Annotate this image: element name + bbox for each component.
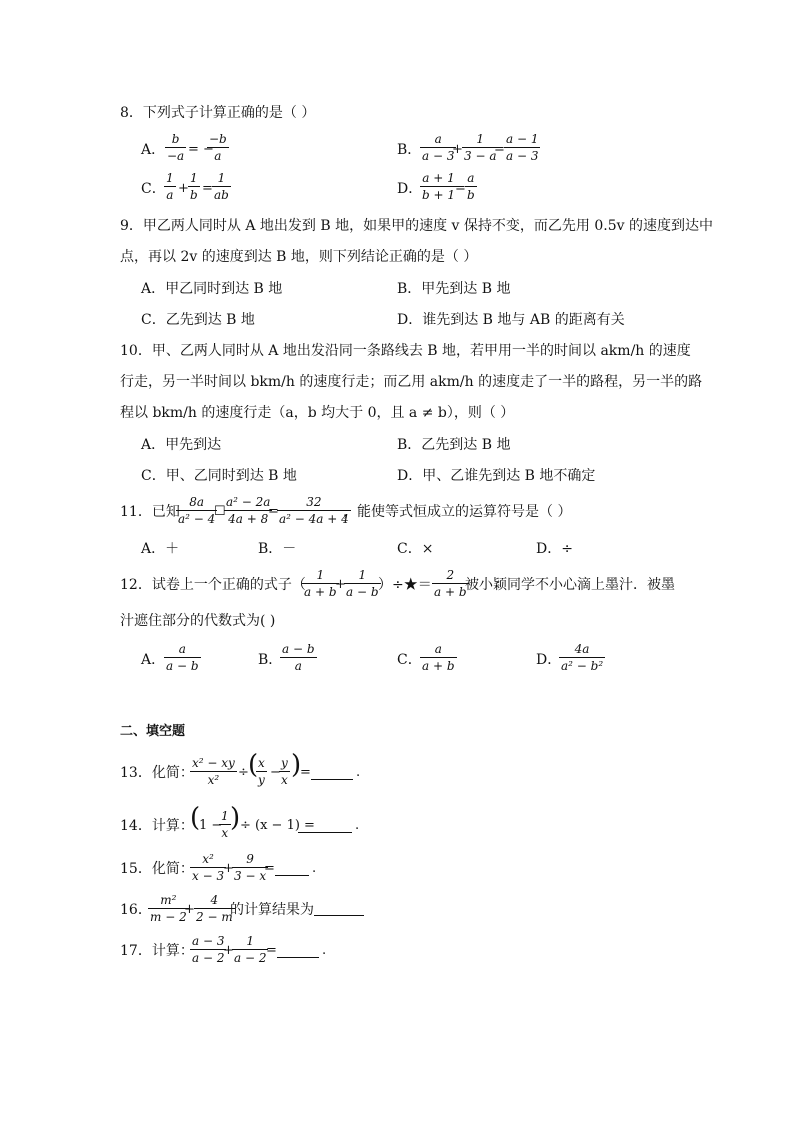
q12-fraction-3: $\frac{2}{a + b}$ — [434, 568, 467, 599]
q9-option-d: D．谁先到达 B 地与 AB 的距离有关 — [397, 312, 625, 328]
q11-option-b: B．－ — [258, 541, 297, 557]
q8-c-fraction-2: $\frac{1}{b}$ — [190, 171, 198, 202]
q17-answer-blank[interactable] — [277, 956, 319, 958]
q8-c-right-fraction: $\frac{1}{ab}$ — [214, 171, 229, 202]
q10-option-b: B．乙先到达 B 地 — [397, 437, 511, 453]
q8-c-plus: + — [178, 181, 189, 196]
q8-c-fraction-1: $\frac{1}{a}$ — [166, 171, 174, 202]
q16-fraction-2: $\frac{4}{2 - m}$ — [196, 893, 233, 924]
q8-b-plus: + — [452, 142, 463, 157]
q13-fraction-1: $\frac{\text{x² − xy}}{\text{x²}}$ — [192, 756, 235, 787]
question-16-suffix: 的计算结果为 — [230, 902, 314, 918]
q12-b-fraction: $\frac{a - b}{a}$ — [282, 642, 315, 673]
q8-c-equals: = — [202, 181, 213, 196]
q8-d-right-fraction: $\frac{a}{b}$ — [467, 171, 475, 202]
question-10-line-2: 行走，另一半时间以 bkm/h 的速度行走；而乙用 akm/h 的速度走了一半的路程，另一半的路 — [120, 374, 703, 390]
q11-ink-blot: ☐ — [214, 504, 226, 519]
question-9-line-2: 点，再以 2v 的速度到达 B 地，则下列结论正确的是（ ） — [120, 249, 478, 265]
q15-period: . — [312, 861, 317, 876]
q14-period: . — [355, 818, 360, 833]
question-16-prefix: 16． — [120, 902, 152, 918]
q13-open-paren: ( — [248, 750, 259, 780]
q8-b-fraction-1: $\frac{a}{a - 3}$ — [422, 132, 455, 163]
q8-d-left-fraction: $\frac{a + 1}{b + 1}$ — [422, 171, 455, 202]
q15-answer-blank[interactable] — [275, 874, 309, 876]
q8-option-c-label: C． — [141, 181, 166, 197]
question-15-prefix: 15．化简： — [120, 861, 194, 877]
question-12-prefix: 12．试卷上一个正确的式子（ — [120, 577, 306, 593]
q17-fraction-2: $\frac{1}{a - 2}$ — [234, 934, 267, 965]
question-10-line-1: 10．甲、乙两人同时从 A 地出发沿同一条路线去 B 地，若甲用一半的时间以 akm/h 的速度 — [120, 343, 691, 359]
q14-divide-term: ÷ (x − 1) = — [240, 818, 315, 833]
q12-c-fraction: $\frac{a}{a + b}$ — [422, 642, 455, 673]
q13-fraction-2: $\frac{x}{y}$ — [258, 756, 265, 787]
q11-fraction-3: $\frac{32}{\text{a² − 4a + 4}}$ — [279, 495, 349, 526]
question-13-prefix: 13．化简： — [120, 765, 194, 781]
q8-a-right-fraction: $\frac{-b}{a}$ — [209, 132, 227, 163]
q17-equals: = — [266, 943, 277, 958]
q9-option-a: A．甲乙同时到达 B 地 — [141, 281, 283, 297]
q14-answer-blank[interactable] — [298, 831, 352, 833]
q9-option-b: B．甲先到达 B 地 — [397, 281, 511, 297]
q11-option-a: A．＋ — [141, 541, 180, 557]
question-12-line-2: 汁遮住部分的代数式为( ) — [120, 613, 276, 629]
q12-plus: + — [335, 577, 346, 592]
q11-fraction-2: $\frac{\text{a² − 2a}}{4a + 8}$ — [226, 495, 271, 526]
question-8-stem: 8．下列式子计算正确的是（ ） — [120, 105, 316, 121]
q8-b-fraction-2: $\frac{1}{3 - a}$ — [464, 132, 497, 163]
question-12-suffix: 被小颖同学不小心滴上墨汁．被墨 — [465, 577, 675, 593]
q17-period: . — [322, 943, 327, 958]
q15-fraction-1: $\frac{\text{x²}}{x - 3}$ — [192, 852, 225, 883]
q8-b-right-fraction: $\frac{a - 1}{a - 3}$ — [506, 132, 539, 163]
q12-option-d-label: D． — [536, 652, 562, 668]
q12-option-b-label: B． — [258, 652, 283, 668]
q8-a-left-fraction: $\frac{b}{-a}$ — [167, 132, 185, 163]
q8-d-equals: = — [455, 181, 466, 196]
q8-b-equals: = — [494, 142, 505, 157]
q10-option-a: A．甲先到达 — [141, 437, 222, 453]
q12-fraction-2: $\frac{1}{a - b}$ — [346, 568, 379, 599]
q11-option-c: C．× — [397, 541, 434, 557]
question-9-line-1: 9．甲乙两人同时从 A 地出发到 B 地，如果甲的速度 v 保持不变，而乙先用 0.5v 的速度到达中 — [120, 218, 713, 234]
q8-option-d-label: D． — [397, 181, 423, 197]
q12-fraction-1: $\frac{1}{a + b}$ — [304, 568, 337, 599]
q15-equals: = — [264, 861, 275, 876]
q13-fraction-3: $\frac{y}{x}$ — [281, 756, 288, 787]
q9-option-c: C．乙先到达 B 地 — [141, 312, 255, 328]
section-title-fill-in: 二、填空题 — [120, 724, 186, 739]
q8-a-equals: = − — [188, 142, 214, 157]
q8-option-a-label: A． — [141, 142, 166, 158]
q16-plus: + — [184, 902, 195, 917]
question-10-line-3: 程以 bkm/h 的速度行走（a，b 均大于 0，且 a ≠ b），则（ ） — [120, 405, 515, 421]
q12-option-c-label: C． — [397, 652, 422, 668]
q13-answer-blank[interactable] — [311, 778, 353, 780]
q12-a-fraction: $\frac{a}{a - b}$ — [166, 642, 199, 673]
q13-close-paren: ) — [291, 750, 302, 780]
q13-equals: = — [300, 765, 311, 780]
q16-answer-blank[interactable] — [314, 914, 364, 916]
question-11-prefix: 11．已知 — [120, 504, 180, 520]
q14-one-minus: 1 − — [199, 818, 223, 833]
question-11-suffix: ，能使等式恒成立的运算符号是（ ） — [343, 504, 572, 520]
q16-fraction-1: $\frac{\text{m²}}{m - 2}$ — [150, 893, 187, 924]
q13-period: . — [356, 765, 361, 780]
q14-fraction: $\frac{1}{x}$ — [221, 809, 229, 840]
q15-fraction-2: $\frac{9}{3 - x}$ — [234, 852, 267, 883]
question-12-middle: ）÷★＝ — [378, 577, 432, 593]
q8-option-b-label: B． — [397, 142, 422, 158]
q10-option-d: D．甲、乙谁先到达 B 地不确定 — [397, 468, 596, 484]
q10-option-c: C．甲、乙同时到达 B 地 — [141, 468, 297, 484]
q11-equals: = — [268, 504, 279, 519]
q11-option-d: D．÷ — [536, 541, 573, 557]
q13-divide: ÷ — [238, 765, 249, 780]
q14-open-paren: ( — [190, 803, 201, 833]
q12-option-a-label: A． — [141, 652, 166, 668]
question-14-prefix: 14．计算： — [120, 818, 194, 834]
q14-close-paren: ) — [230, 803, 241, 833]
question-17-prefix: 17．计算： — [120, 943, 194, 959]
q17-fraction-1: $\frac{a - 3}{a - 2}$ — [192, 934, 225, 965]
q13-minus: − — [270, 765, 281, 780]
q17-plus: + — [223, 943, 234, 958]
q15-plus: + — [223, 861, 234, 876]
q11-fraction-1: $\frac{8a}{\text{a² − 4}}$ — [178, 495, 216, 526]
q12-d-fraction: $\frac{4a}{\text{a² − b²}}$ — [561, 642, 604, 673]
